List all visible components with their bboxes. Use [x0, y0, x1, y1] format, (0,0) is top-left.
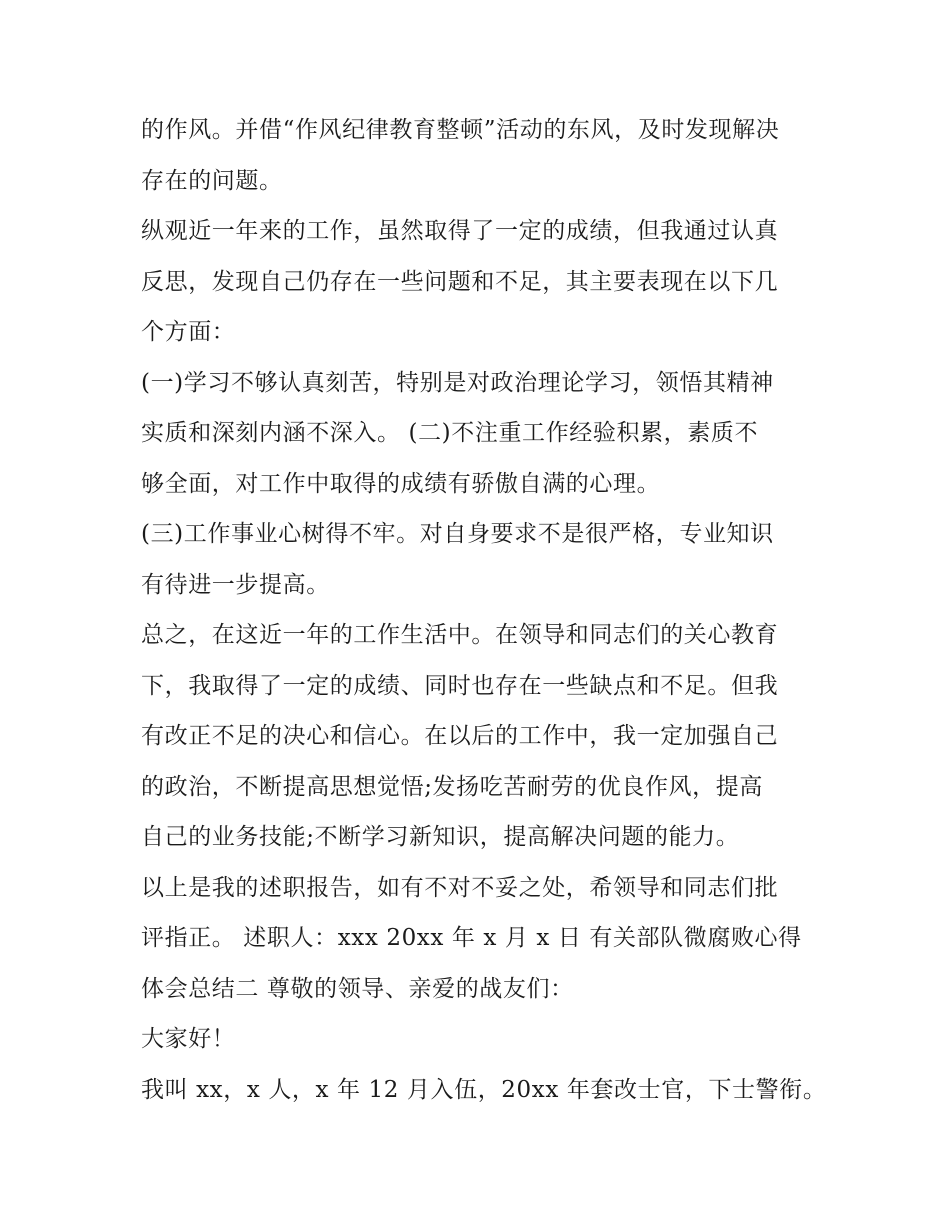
text-line: 够全面，对工作中取得的成绩有骄傲自满的心理。 [141, 470, 661, 497]
text-line: 我叫 xx，x 人，x 年 12 月入伍，20xx 年套改士官，下士警衔。 [141, 1076, 827, 1103]
text-line: 存在的问题。 [141, 167, 283, 194]
text-line: 个方面： [141, 319, 236, 345]
text-line: 纵观近一年来的工作，虽然取得了一定的成绩，但我通过认真 [141, 218, 779, 244]
text-line: (一)学习不够认真刻苦，特别是对政治理论学习，领悟其精神 [141, 369, 774, 396]
text-line: 总之，在这近一年的工作生活中。在领导和同志们的关心教育 [141, 622, 779, 648]
text-line: 的政治，不断提高思想觉悟;发扬吃苦耐劳的优良作风，提高 [141, 773, 763, 800]
text-line: 有待进一步提高。 [141, 571, 330, 598]
text-line: 评指正。 述职人：xxx 20xx 年 x 月 x 日 有关部队微腐败心得 [141, 925, 802, 951]
text-line: 体会总结二 尊敬的领导、亲爱的战友们： [141, 975, 574, 1002]
text-line: 的作风。并借“作风纪律教育整顿”活动的东风，及时发现解决 [141, 117, 780, 143]
text-line: 以上是我的述职报告，如有不对不妥之处，希领导和同志们批 [141, 874, 779, 901]
text-line: 大家好！ [141, 1026, 236, 1052]
text-line: 反思，发现自己仍存在一些问题和不足，其主要表现在以下几 [141, 268, 779, 295]
text-line: 实质和深刻内涵不深入。 (二)不注重工作经验积累，素质不 [141, 420, 759, 446]
text-line: 下，我取得了一定的成绩、同时也存在一些缺点和不足。但我 [141, 672, 779, 699]
text-line: 自己的业务技能;不断学习新知识，提高解决问题的能力。 [141, 824, 740, 850]
document-body [141, 105, 827, 1115]
text-line: (三)工作事业心树得不牢。对自身要求不是很严格，专业知识 [141, 521, 774, 547]
text-line: 有改正不足的决心和信心。在以后的工作中，我一定加强自己 [141, 723, 779, 749]
